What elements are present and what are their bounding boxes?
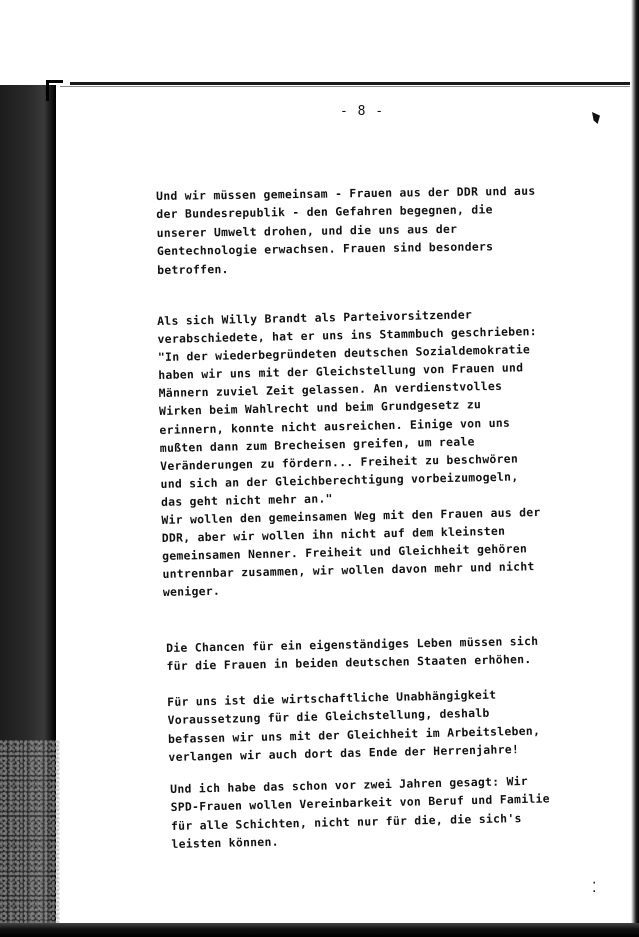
left-scan-noise bbox=[0, 740, 60, 937]
paragraph: Die Chancen für ein eigenständiges Leben müssen sich für die Frauen in beiden deutschen Staaten erhöhen. bbox=[166, 633, 539, 674]
right-scan-border bbox=[631, 0, 639, 937]
paragraph: Als sich Willy Brandt als Parteivorsitzender verabschiedete, hat er uns ins Stammbuch geschrieben: "In der wiederbegründeten deutschen Sozialdemokratie haben wir uns mit der Gleichstellung von Frauen und Männern zuviel Zeit gelassen. An verdienstvolles Wirken beim Wahlrecht und beim Grundgesetz zu erinnern, konnte nicht ausreichen. Einige von uns mußten dann zum Brecheisen greifen, um reale Veränderungen zu fördern... Freiheit zu beschwören und sich an der Gleichberechtigung vorbeizumogeln, das geht nicht mehr an." Wir wollen den gemeinsamen Weg mit den Frauen aus der DDR, aber wir wollen ihn nicht auf dem kleinsten gemeinsamen Nenner. Freiheit und Gleichheit gehören untrennbar zusammen, wir wollen davon mehr und nicht weniger. bbox=[157, 307, 541, 600]
bottom-scan-border bbox=[0, 923, 639, 937]
paragraph: Und ich habe das schon vor zwei Jahren gesagt: Wir SPD-Frauen wollen Vereinbarkeit von Beruf und Familie für alle Schichten, nicht nur für die, die sich's leisten können. bbox=[170, 773, 551, 852]
corner-mark bbox=[46, 80, 63, 101]
paragraph: Und wir müssen gemeinsam - Frauen aus der DDR und aus der Bundesrepublik - den Gefahren begegnen, die unserer Umwelt drohen, und die uns aus der Gentechnologie erwachsen. Frauen sind besonders betroffen. bbox=[156, 183, 536, 277]
speck-mark-bottom: ⁚ bbox=[592, 880, 597, 896]
paragraph: Für uns ist die wirtschaftliche Unabhängigkeit Voraussetzung für die Gleichstellung, deshalb befassen wir uns mit der Gleichheit im Arbeitsleben, verlangen wir auch dort das Ende der Herrenjahre! bbox=[167, 687, 541, 765]
top-paper-edge bbox=[70, 82, 630, 85]
top-paper-shadow bbox=[60, 86, 630, 87]
page-number: - 8 - bbox=[340, 104, 385, 119]
